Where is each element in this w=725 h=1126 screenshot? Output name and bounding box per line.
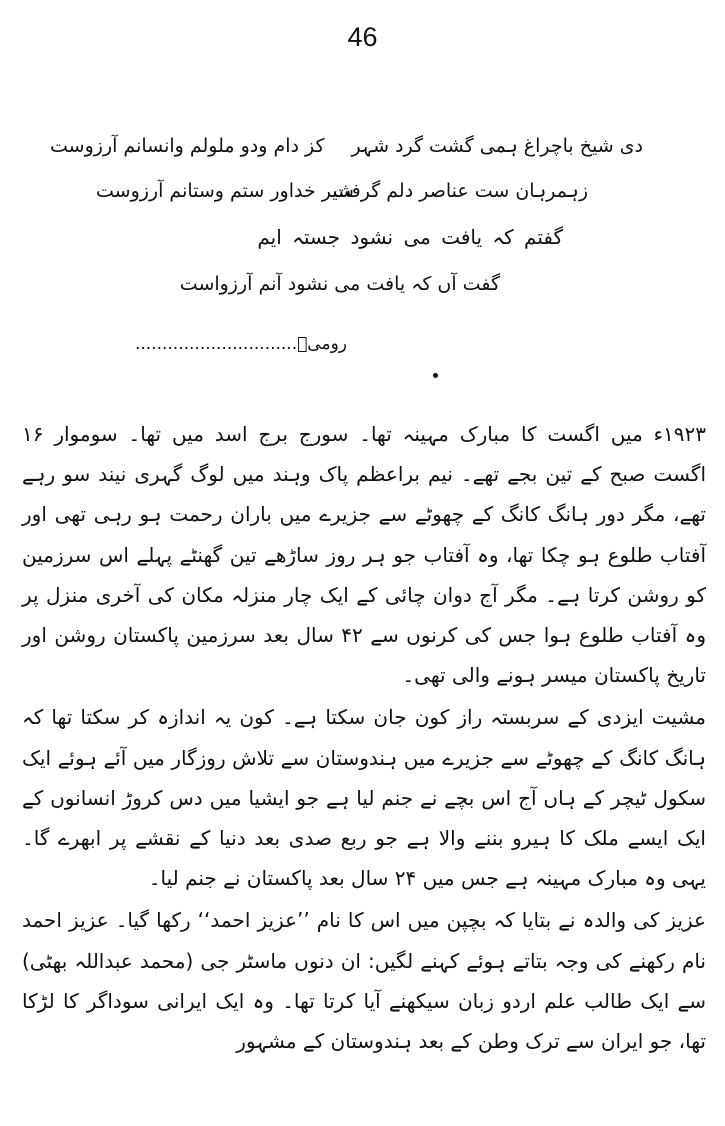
paragraph: ۱۹۲۳ء میں اگست کا مبارک مہینہ تھا۔ سورج برج اسد میں تھا۔ سوموار ۱۶ اگست صبح کے تین بجے تھے۔ نیم براعظم پاک وہند میں لوگ گہری نیند سو رہے تھے، مگر دور ہانگ کانگ کے چھوٹے سے جزیرے میں باران رحمت ہو رہی تھی اور آفتاب طلوع ہو چکا تھا، وہ آفتاب جو ہر روز ساڑھے تین گھنٹے پہلے اس سرزمین کو روشن کرتا ہے۔ مگر آج دوان چائی کے ایک چار منزلہ مکان کی آخری منزل پر وہ آفتاب طلوع ہوا جس کی کرنوں سے ۴۲ سال بعد سرزمین پاکستان روشن اور تاریخ پاکستان میسر ہونے والی تھی۔ — [22, 422, 706, 688]
verse-line-3: گفتم کہ یافت می نشود جستہ ایم — [257, 225, 563, 249]
verse-line-2-left: شیر خداور ستم وستانم آرزوست — [96, 180, 354, 202]
verse-line-2-right: زہمرہان ست عناصر دلم گرفت — [332, 180, 588, 202]
section-divider-dot — [433, 373, 438, 378]
verse-line-1-left: کز دام ودو ملولم وانسانم آرزوست — [50, 135, 325, 157]
paragraph: مشیت ایزدی کے سربستہ راز کون جان سکتا ہے۔ کون یہ اندازہ کر سکتا تھا کہ ہانگ کانگ کے چھوٹے سے جزیرے میں ہندوستان سے تلاش روزگار میں آئے ہوئے ایک سکول ٹیچر کے ہاں آج اس بچے نے جنم لیا ہے جو ایشیا میں دس کروڑ انسانوں کے ایک ایسے ملک کا ہیرو بننے والا ہے جو ربع صدی بعد دنیا کے نقشے پر ابھرے گا۔ یہی وہ مبارک مہینہ ہے جس میں ۲۴ سال بعد پاکستان نے جنم لیا۔ — [22, 705, 706, 891]
paragraph: عزیز کی والدہ نے بتایا کہ بچپن میں اس کا نام ’’عزیز احمد‘‘ رکھا گیا۔ عزیز احمد نام رکھنے کی وجہ بتاتے ہوئے کہنے لگیں: ان دنوں ماسٹر جی (محمد عبداللہ بھٹی) سے ایک طالب علم اردو زبان سیکھنے آیا کرتا تھا۔ وہ ایک ایرانی سوداگر کا لڑکا تھا، جو ایران سے ترک وطن کے بعد ہندوستان کے مشہور — [22, 908, 706, 1054]
body-text — [22, 414, 706, 1061]
verse-line-1-right: دی شیخ باچراغ ہمی گشت گرد شہر — [351, 135, 643, 157]
page-number: 46 — [347, 22, 378, 52]
verse-line-4: گفت آں کہ یافت می نشود آنم آرزواست — [179, 273, 500, 295]
poet-attribution: رومیؒ.............................. — [134, 334, 347, 354]
